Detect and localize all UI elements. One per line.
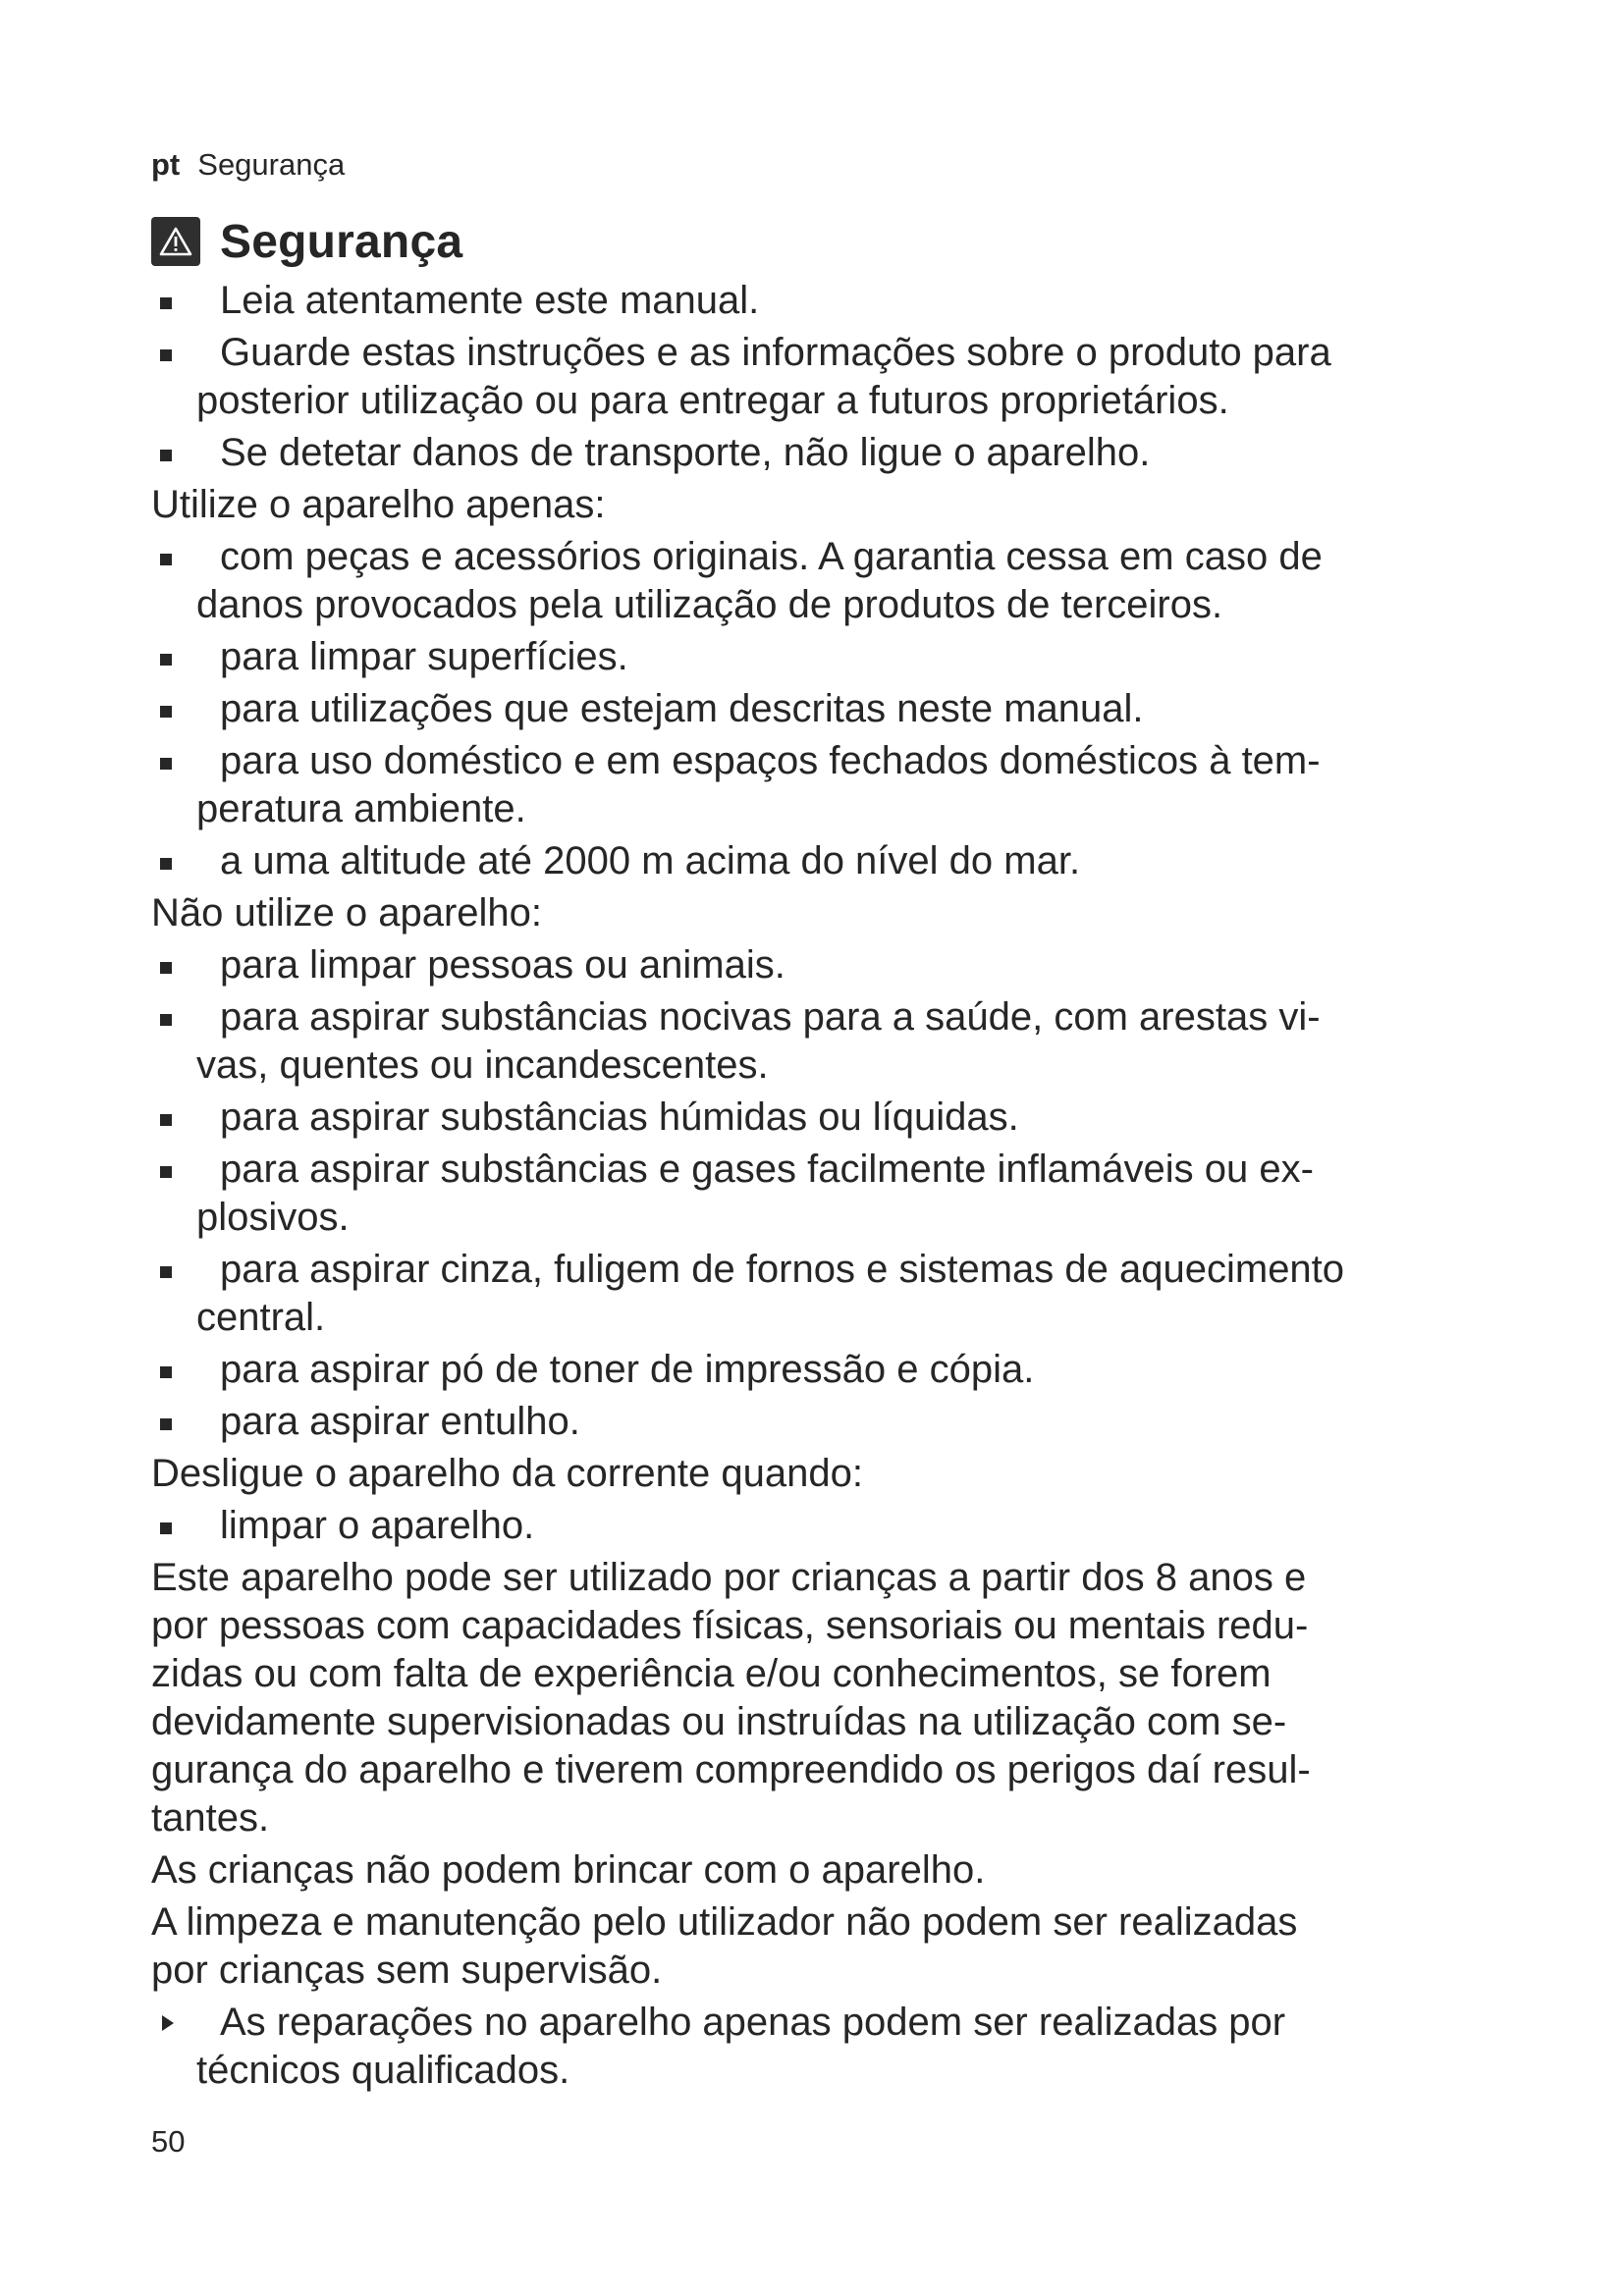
text-line: para aspirar pó de toner de impressão e cópia. xyxy=(220,1348,1035,1391)
text-line: para aspirar substâncias e gases facilmente inflamáveis ou ex- xyxy=(220,1148,1314,1191)
bullet-item xyxy=(151,1502,1545,1550)
text-line: por crianças sem supervisão. xyxy=(151,1949,663,1992)
page-number: 50 xyxy=(151,2124,186,2159)
bullet-item xyxy=(151,277,1545,325)
text-line: para aspirar substâncias nocivas para a saúde, com arestas vi- xyxy=(220,995,1321,1039)
bullet-item xyxy=(151,685,1545,733)
bullet-item xyxy=(151,429,1545,477)
text-line: para limpar superfícies. xyxy=(220,635,628,678)
bullet-item xyxy=(151,633,1545,681)
bullet-item xyxy=(151,1346,1545,1394)
text-line: tantes. xyxy=(151,1796,270,1840)
text-line: danos provocados pela utilização de produtos de terceiros. xyxy=(196,583,1223,626)
section-heading xyxy=(151,214,462,269)
text-line: Utilize o aparelho apenas: xyxy=(151,483,606,526)
language-code: pt xyxy=(151,147,181,182)
text-line: Leia atentamente este manual. xyxy=(220,279,760,322)
warning-triangle-icon xyxy=(151,217,200,266)
page-title: Segurança xyxy=(220,215,463,268)
bullet-item xyxy=(151,993,1545,1090)
text-line: a uma altitude até 2000 m acima do nível do mar. xyxy=(220,839,1081,882)
text-line: devidamente supervisionadas ou instruídas na utilização com se- xyxy=(151,1700,1287,1743)
text-line: para aspirar substâncias húmidas ou líquidas. xyxy=(220,1095,1019,1139)
text-line: Se detetar danos de transporte, não ligue o aparelho. xyxy=(220,431,1151,474)
text-line: com peças e acessórios originais. A garantia cessa em caso de xyxy=(220,535,1323,578)
text-line: A limpeza e manutenção pelo utilizador não podem ser realizadas xyxy=(151,1900,1298,1944)
text-line: As crianças não podem brincar com o aparelho. xyxy=(151,1848,986,1892)
text-line: plosivos. xyxy=(196,1196,350,1239)
header-section-name: Segurança xyxy=(197,147,346,182)
paragraph xyxy=(151,889,1545,937)
paragraph xyxy=(151,1898,1545,1995)
text-line: para uso doméstico e em espaços fechados domésticos à tem- xyxy=(220,739,1321,782)
bullet-item xyxy=(151,941,1545,989)
bullet-item xyxy=(151,329,1545,425)
bullet-item xyxy=(151,837,1545,885)
bullet-item xyxy=(151,737,1545,833)
paragraph xyxy=(151,1846,1545,1895)
text-line: Este aparelho pode ser utilizado por crianças a partir dos 8 anos e xyxy=(151,1556,1307,1599)
text-line: para utilizações que estejam descritas neste manual. xyxy=(220,687,1144,730)
paragraph xyxy=(151,1450,1545,1498)
bullet-item xyxy=(151,1094,1545,1142)
text-line: por pessoas com capacidades físicas, sensoriais ou mentais redu- xyxy=(151,1604,1309,1647)
text-line: técnicos qualificados. xyxy=(196,2049,570,2092)
text-line: vas, quentes ou incandescentes. xyxy=(196,1043,769,1087)
text-line: Desligue o aparelho da corrente quando: xyxy=(151,1452,863,1495)
text-line: central. xyxy=(196,1296,326,1339)
paragraph xyxy=(151,1554,1545,1842)
safety-content xyxy=(151,277,1545,2099)
instruction-step xyxy=(151,1999,1545,2095)
text-line: para aspirar entulho. xyxy=(220,1400,580,1443)
bullet-item xyxy=(151,1246,1545,1342)
text-line: gurança do aparelho e tiverem compreendido os perigos daí resul- xyxy=(151,1748,1311,1791)
paragraph xyxy=(151,481,1545,529)
text-line: para aspirar cinza, fuligem de fornos e sistemas de aquecimento xyxy=(220,1248,1345,1291)
running-header xyxy=(151,147,345,183)
text-line: As reparações no aparelho apenas podem ser realizadas por xyxy=(220,2001,1286,2044)
bullet-item xyxy=(151,1146,1545,1242)
text-line: para limpar pessoas ou animais. xyxy=(220,943,785,987)
text-line: peratura ambiente. xyxy=(196,787,526,830)
text-line: zidas ou com falta de experiência e/ou conhecimentos, se forem xyxy=(151,1652,1272,1695)
text-line: Não utilize o aparelho: xyxy=(151,891,543,934)
text-line: Guarde estas instruções e as informações sobre o produto para xyxy=(220,331,1331,374)
bullet-item xyxy=(151,1398,1545,1446)
text-line: posterior utilização ou para entregar a futuros proprietários. xyxy=(196,379,1229,422)
bullet-item xyxy=(151,533,1545,629)
text-line: limpar o aparelho. xyxy=(220,1504,535,1547)
